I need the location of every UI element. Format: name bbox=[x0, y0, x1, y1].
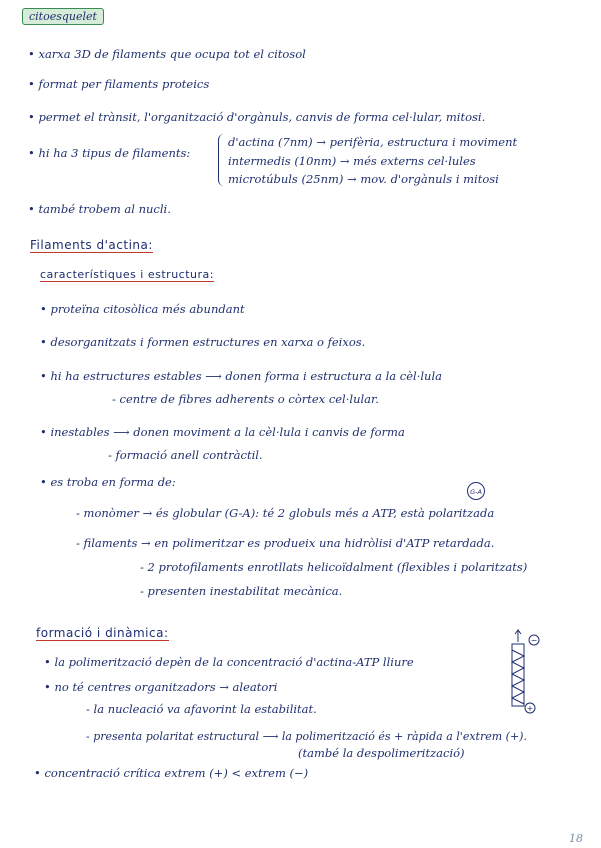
characteristic-4: • inestables ⟶ donen moviment a la cèl·lula i canvis de forma bbox=[40, 425, 405, 439]
characteristic-3-detail: - centre de fibres adherents o còrtex cel·lular. bbox=[112, 392, 379, 406]
filament-line: - filaments → en polimeritzar es produeix una hidròlisi d'ATP retardada. bbox=[76, 536, 495, 550]
intro-bullet-5: • també trobem al nucli. bbox=[28, 202, 171, 216]
section-formation-dynamics: formació i dinàmica: bbox=[36, 626, 169, 640]
section-actin-filaments: Filaments d'actina: bbox=[30, 238, 153, 252]
formation-4: • concentració crítica extrem (+) < extrem (−) bbox=[34, 766, 308, 780]
intro-bullet-4: • hi ha 3 tipus de filaments: bbox=[28, 146, 190, 160]
formation-2: • no té centres organitzadors → aleatori bbox=[44, 680, 277, 694]
characteristic-2: • desorganitzats i formen estructures en xarxa o feixos. bbox=[40, 335, 365, 349]
actin-monomer-label: G-A bbox=[470, 488, 482, 496]
filament-types-brace bbox=[218, 134, 227, 186]
actin-monomer-icon bbox=[466, 481, 486, 505]
filament-plus-label: + bbox=[526, 704, 534, 713]
formation-3: - presenta polaritat estructural ⟶ la polimerització és + ràpida a l'extrem (+). bbox=[86, 730, 527, 743]
filament-type-intermediate: intermedis (10nm) → més externs cel·lules bbox=[228, 154, 476, 168]
monomer-line: - monòmer → és globular (G-A): té 2 globuls més a ATP, està polaritzada bbox=[76, 506, 495, 520]
characteristic-1: • proteïna citosòlica més abundant bbox=[40, 302, 245, 316]
page-number: 18 bbox=[569, 832, 583, 845]
filament-minus-label: − bbox=[530, 636, 538, 645]
intro-bullet-3: • permet el trànsit, l'organització d'orgànuls, canvis de forma cel·lular, mitosi. bbox=[28, 110, 485, 124]
characteristic-4-detail: - formació anell contràctil. bbox=[108, 448, 263, 462]
intro-bullet-1: • xarxa 3D de filaments que ocupa tot el citosol bbox=[28, 47, 306, 61]
formation-1: • la polimerització depèn de la concentració d'actina-ATP lliure bbox=[44, 655, 414, 669]
instability-line: - presenten inestabilitat mecànica. bbox=[140, 584, 343, 598]
page-title: citoesquelet bbox=[22, 8, 104, 25]
actin-filament-diagram bbox=[508, 628, 548, 722]
subsection-characteristics: característiques i estructura: bbox=[40, 268, 214, 281]
formation-2-detail: - la nucleació va afavorint la estabilitat. bbox=[86, 702, 317, 716]
characteristic-5: • es troba en forma de: bbox=[40, 475, 176, 489]
characteristic-3: • hi ha estructures estables ⟶ donen forma i estructura a la cèl·lula bbox=[40, 369, 442, 383]
protofilament-line: - 2 protofilaments enrotllats helicoïdalment (flexibles i polaritzats) bbox=[140, 560, 528, 574]
formation-3-detail: (també la despolimerització) bbox=[298, 746, 465, 760]
filament-type-microtubule: microtúbuls (25nm) → mov. d'orgànuls i mitosi bbox=[228, 172, 499, 186]
intro-bullet-2: • format per filaments proteics bbox=[28, 77, 209, 91]
filament-type-actin: d'actina (7nm) → perifèria, estructura i moviment bbox=[228, 135, 518, 149]
